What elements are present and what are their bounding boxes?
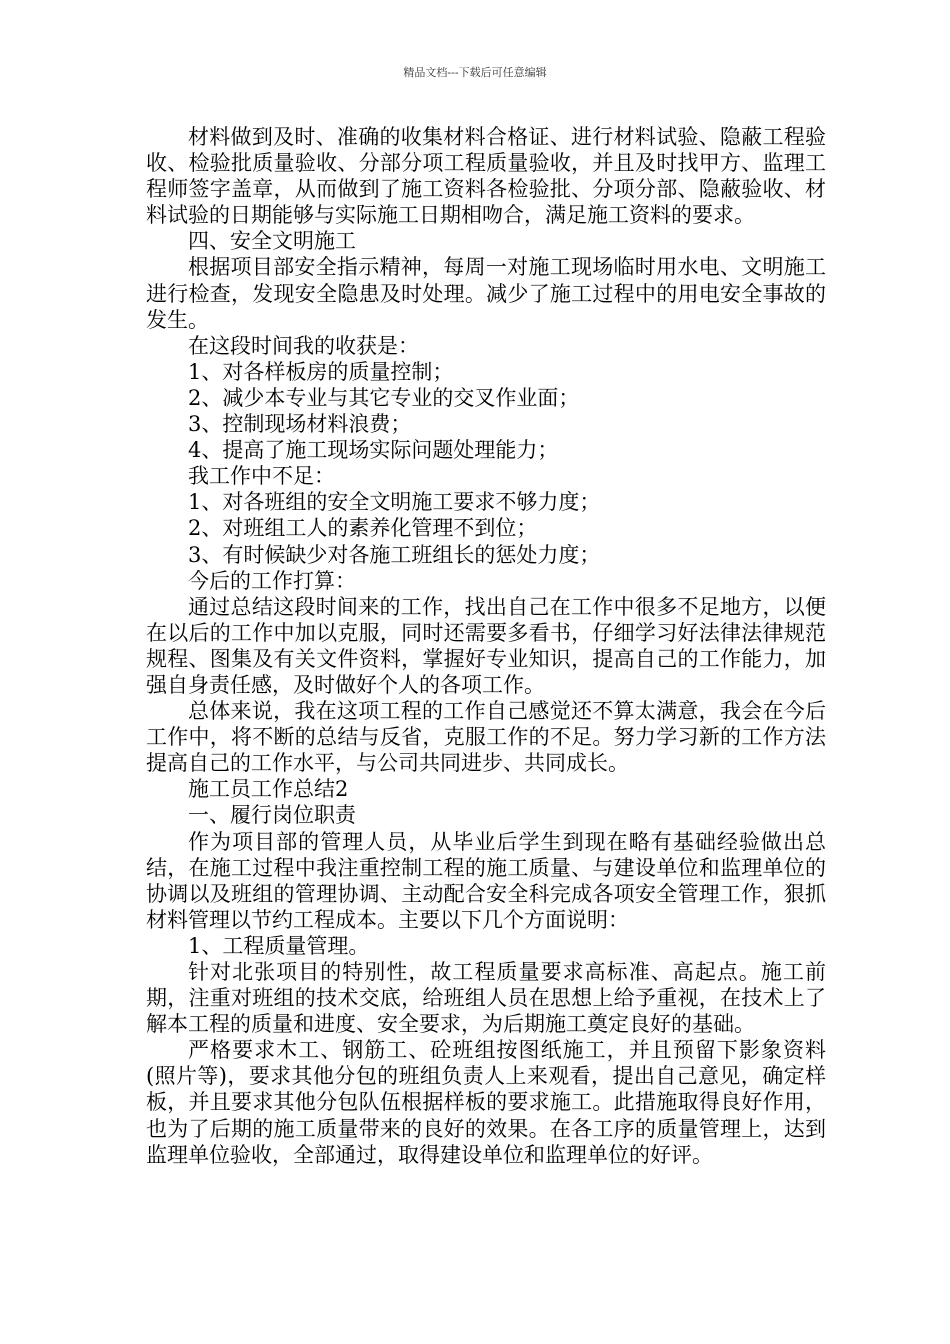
list-heading: 我工作中不足：: [188, 464, 335, 489]
paragraph: 总体来说，我在这项工程的工作自己感觉还不算太满意，我会在今后工作中，将不断的总结与反省，克服工作的不足。努力学习新的工作方法提高自己的工作水平，与公司共同进步、共同成长。: [146, 699, 826, 776]
paragraph: 作为项目部的管理人员，从毕业后学生到现在略有基础经验做出总结，在施工过程中我注重控制工程的施工质量、与建设单位和监理单位的协调以及班组的管理协调、主动配合安全科完成各项安全管理工作，狠抓材料管理以节约工程成本。主要以下几个方面说明：: [146, 829, 826, 932]
paragraph: 根据项目部安全指示精神，每周一对施工现场临时用水电、文明施工进行检查，发现安全隐患及时处理。减少了施工过程中的用电安全事故的发生。: [146, 255, 826, 332]
paragraph: 针对北张项目的特别性，故工程质量要求高标准、高起点。施工前期，注重对班组的技术交底，给班组人员在思想上给予重视，在技术上了解本工程的质量和进度、安全要求，为后期施工奠定良好的基础。: [146, 960, 826, 1037]
section-heading: 一、履行岗位职责: [188, 803, 356, 828]
section-heading: 四、安全文明施工: [188, 229, 356, 254]
list-item: 3、控制现场材料浪费；: [188, 412, 412, 437]
list-item: 2、减少本专业与其它专业的交叉作业面；: [188, 385, 580, 410]
paragraph: 材料做到及时、准确的收集材料合格证、进行材料试验、隐蔽工程验收、检验批质量验收、分部分项工程质量验收，并且及时找甲方、监理工程师签字盖章，从而做到了施工资料各检验批、分项分部、隐蔽验收、材料试验的日期能够与实际施工日期相吻合，满足施工资料的要求。: [146, 125, 826, 228]
list-item: 1、对各样板房的质量控制；: [188, 359, 454, 384]
paragraph: 通过总结这段时间来的工作，找出自己在工作中很多不足地方，以便在以后的工作中加以克服，同时还需要多看书，仔细学习好法律法律规范规程、图集及有关文件资料，掌握好专业知识，提高自己的工作能力，加强自身责任感，及时做好个人的各项工作。: [146, 594, 826, 697]
list-item: 1、对各班组的安全文明施工要求不够力度；: [188, 490, 601, 515]
page-header: 精品文档---下载后可任意编辑: [403, 66, 547, 79]
list-heading: 在这段时间我的收获是：: [188, 333, 419, 358]
subsection-heading: 1、工程质量管理。: [188, 933, 370, 958]
list-item: 2、对班组工人的素养化管理不到位；: [188, 516, 538, 541]
list-item: 4、提高了施工现场实际问题处理能力；: [188, 438, 559, 463]
list-heading: 今后的工作打算：: [188, 568, 356, 593]
paragraph: 严格要求木工、钢筋工、砼班组按图纸施工，并且预留下影象资料(照片等)，要求其他分包的班组负责人上来观看，提出自己意见，确定样板，并且要求其他分包队伍根据样板的要求施工。此措施取得良好作用，也为了后期的施工质量带来的良好的效果。在各工序的质量管理上，达到监理单位验收，全部通过，取得建设单位和监理单位的好评。: [146, 1038, 826, 1167]
list-item: 3、有时候缺少对各施工班组长的惩处力度；: [188, 542, 601, 567]
document-title: 施工员工作总结2: [188, 777, 349, 802]
document-body: [146, 124, 826, 1168]
